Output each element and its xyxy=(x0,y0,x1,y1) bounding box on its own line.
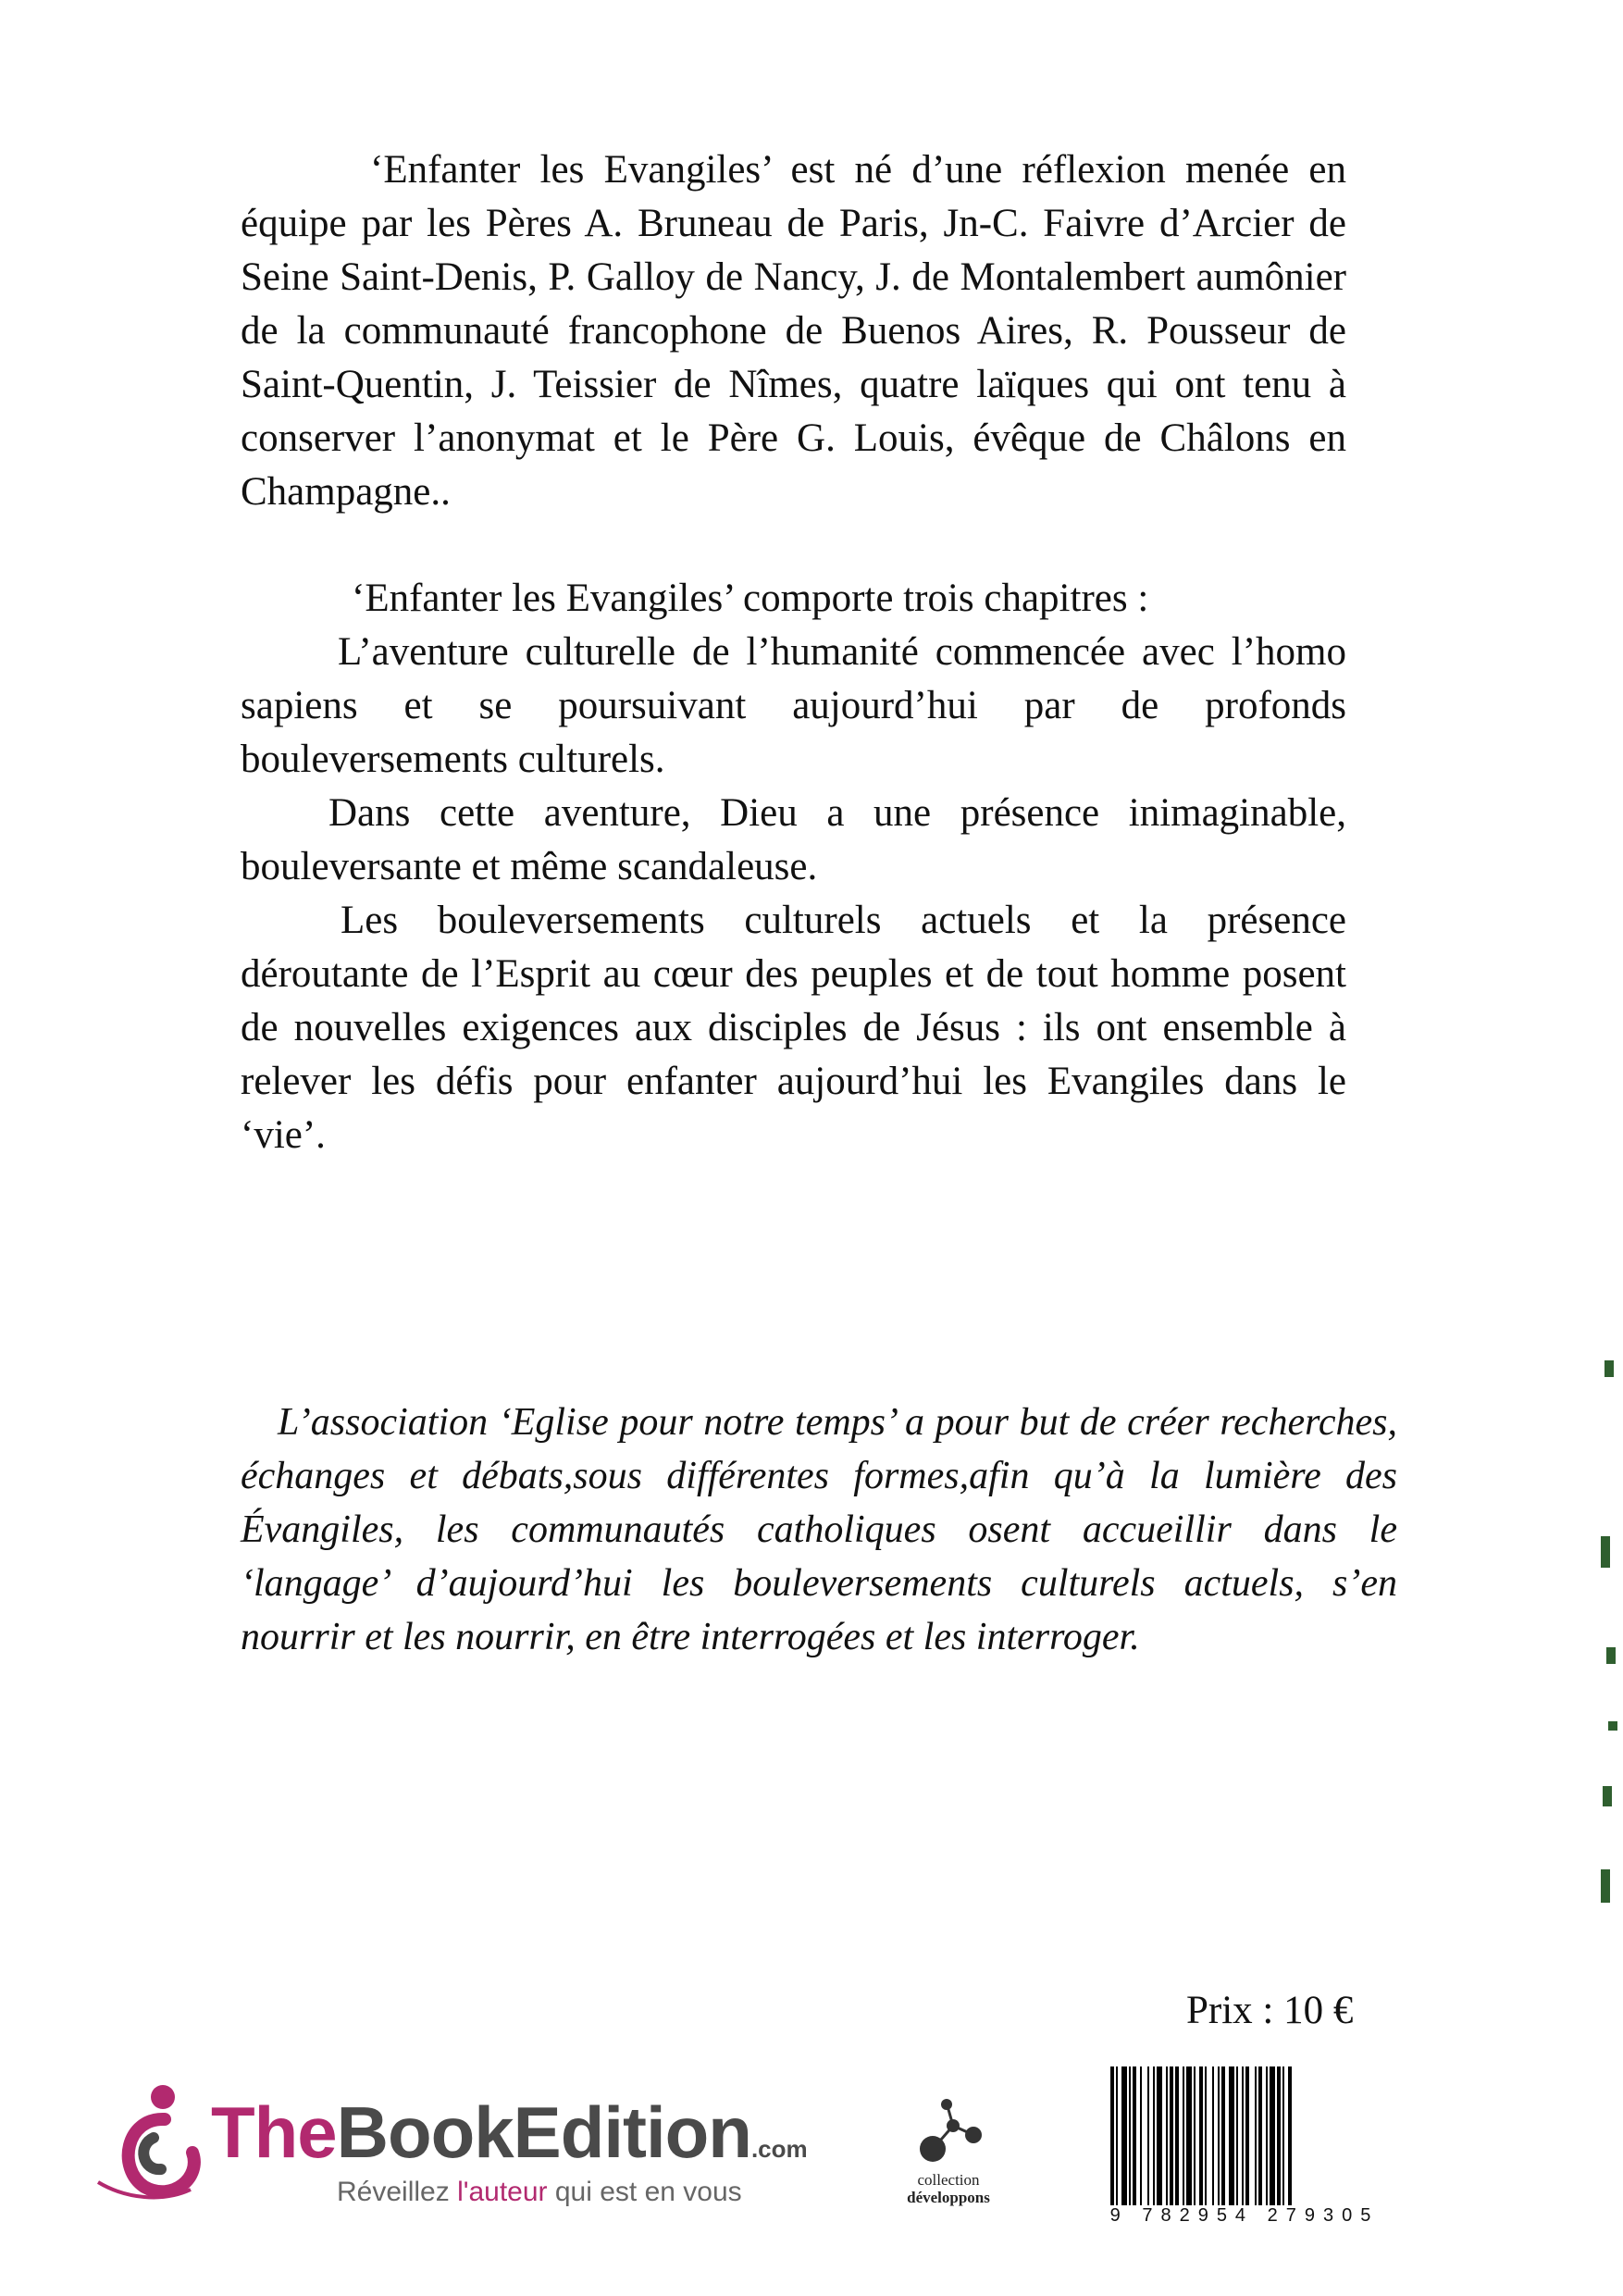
publisher-domain: .com xyxy=(750,2135,808,2163)
chapters-intro: ‘Enfanter les Evangiles’ comporte trois chapitres : xyxy=(352,577,1149,620)
barcode-bar xyxy=(1236,2066,1238,2205)
barcode-bar xyxy=(1147,2066,1149,2205)
barcode-bars xyxy=(1110,2066,1379,2205)
chapters-section xyxy=(241,572,1346,1162)
spine-mark xyxy=(1603,1786,1612,1806)
tagline-start: Réveillez xyxy=(337,2177,458,2207)
barcode-bar xyxy=(1133,2066,1136,2205)
barcode-bar xyxy=(1129,2066,1131,2205)
publisher-name-bookedition: BookEdition xyxy=(336,2091,751,2173)
collection-label-block xyxy=(879,2171,1018,2206)
barcode-bar xyxy=(1266,2066,1268,2205)
barcode-bar xyxy=(1194,2066,1196,2205)
barcode-bar xyxy=(1205,2066,1207,2205)
barcode-bar xyxy=(1277,2066,1281,2205)
barcode-bar xyxy=(1186,2066,1192,2205)
collection-label: collection xyxy=(917,2171,980,2189)
price-label: Prix : 10 € xyxy=(1186,1989,1354,2032)
publisher-wordmark xyxy=(211,2091,808,2186)
intro-paragraph: ‘Enfanter les Evangiles’ est né d’une réflexion menée en équipe par les Pères A. Bruneau de Paris, Jn-C. Faivre d’Arcier de Seine Saint-Denis, P. Galloy de Nancy, J. de Montalembert aumônier de la communauté francophone de Buenos Aires, R. Pousseur de Saint-Quentin, J. Teissier de Nîmes, quatre laïques qui ont tenu à conserver l’anonymat et le Père G. Louis, évêque de Châlons en Champagne.. xyxy=(241,148,1346,514)
spine-mark xyxy=(1601,1536,1610,1568)
barcode-bar xyxy=(1166,2066,1168,2205)
barcode-bar xyxy=(1229,2066,1234,2205)
chapter-item: Dans cette aventure, Dieu a une présence inimaginable, bouleversante et même scandaleuse. xyxy=(241,791,1346,888)
spine-mark xyxy=(1608,1721,1617,1731)
publisher-logo xyxy=(89,2080,829,2219)
barcode-bar xyxy=(1242,2066,1244,2205)
barcode-bar xyxy=(1218,2066,1220,2205)
spine-mark xyxy=(1606,1647,1616,1664)
barcode-bar xyxy=(1245,2066,1249,2205)
spine-mark xyxy=(1604,1360,1614,1377)
chapter-item: L’aventure culturelle de l’humanité commencée avec l’homo sapiens et se poursuivant aujourd’hui par de profonds bouleversements culturels. xyxy=(241,630,1346,781)
tagline-highlight: l'auteur xyxy=(457,2177,548,2207)
collection-name: développons xyxy=(907,2189,990,2206)
isbn-barcode xyxy=(1092,2059,1397,2230)
intro-section xyxy=(241,143,1346,519)
barcode-bar xyxy=(1199,2066,1203,2205)
barcode-bar xyxy=(1110,2066,1114,2205)
association-section xyxy=(241,1396,1397,1664)
barcode-bar xyxy=(1183,2066,1184,2205)
barcode-bar xyxy=(1258,2066,1262,2205)
association-paragraph: L’association ‘Eglise pour notre temps’ a pour but de créer recherches, échanges et débats,sous différentes formes,afin qu’à la lumière des Évangiles, les communautés catholiques osent accueillir dans le ‘langage’ d’aujourd’hui les bouleversements culturels actuels, s’en nourrir et les nourrir, en être interrogées et les interroger. xyxy=(241,1401,1397,1658)
molecule-icon xyxy=(879,2093,1018,2167)
barcode-bar xyxy=(1121,2066,1127,2205)
barcode-bar xyxy=(1212,2066,1214,2205)
isbn-digits: 9 782954 279305 xyxy=(1109,2205,1380,2226)
barcode-bar xyxy=(1157,2066,1162,2205)
spine-edge xyxy=(1593,1333,1623,1925)
barcode-bar xyxy=(1170,2066,1173,2205)
barcode-bar xyxy=(1175,2066,1179,2205)
publisher-emblem-icon xyxy=(89,2080,209,2210)
tagline-end: qui est en vous xyxy=(547,2177,742,2207)
barcode-bar xyxy=(1221,2066,1225,2205)
barcode-bar xyxy=(1140,2066,1142,2205)
barcode-bar xyxy=(1282,2066,1284,2205)
collection-mark xyxy=(879,2093,1018,2214)
chapter-item: Les bouleversements culturels actuels et la présence déroutante de l’Esprit au cœur des peuples et de tout homme posent de nouvelles exigences aux disciples de Jésus : ils ont ensemble à relever les défis pour enfanter aujourd’hui les Evangiles dans le ‘vie’. xyxy=(241,899,1346,1157)
barcode-bar xyxy=(1255,2066,1257,2205)
barcode-bar xyxy=(1270,2066,1275,2205)
barcode-bar xyxy=(1288,2066,1292,2205)
barcode-bar xyxy=(1116,2066,1118,2205)
spine-mark xyxy=(1601,1869,1610,1903)
barcode-bar xyxy=(1153,2066,1155,2205)
publisher-tagline xyxy=(337,2177,742,2208)
publisher-name-the: The xyxy=(211,2091,337,2173)
